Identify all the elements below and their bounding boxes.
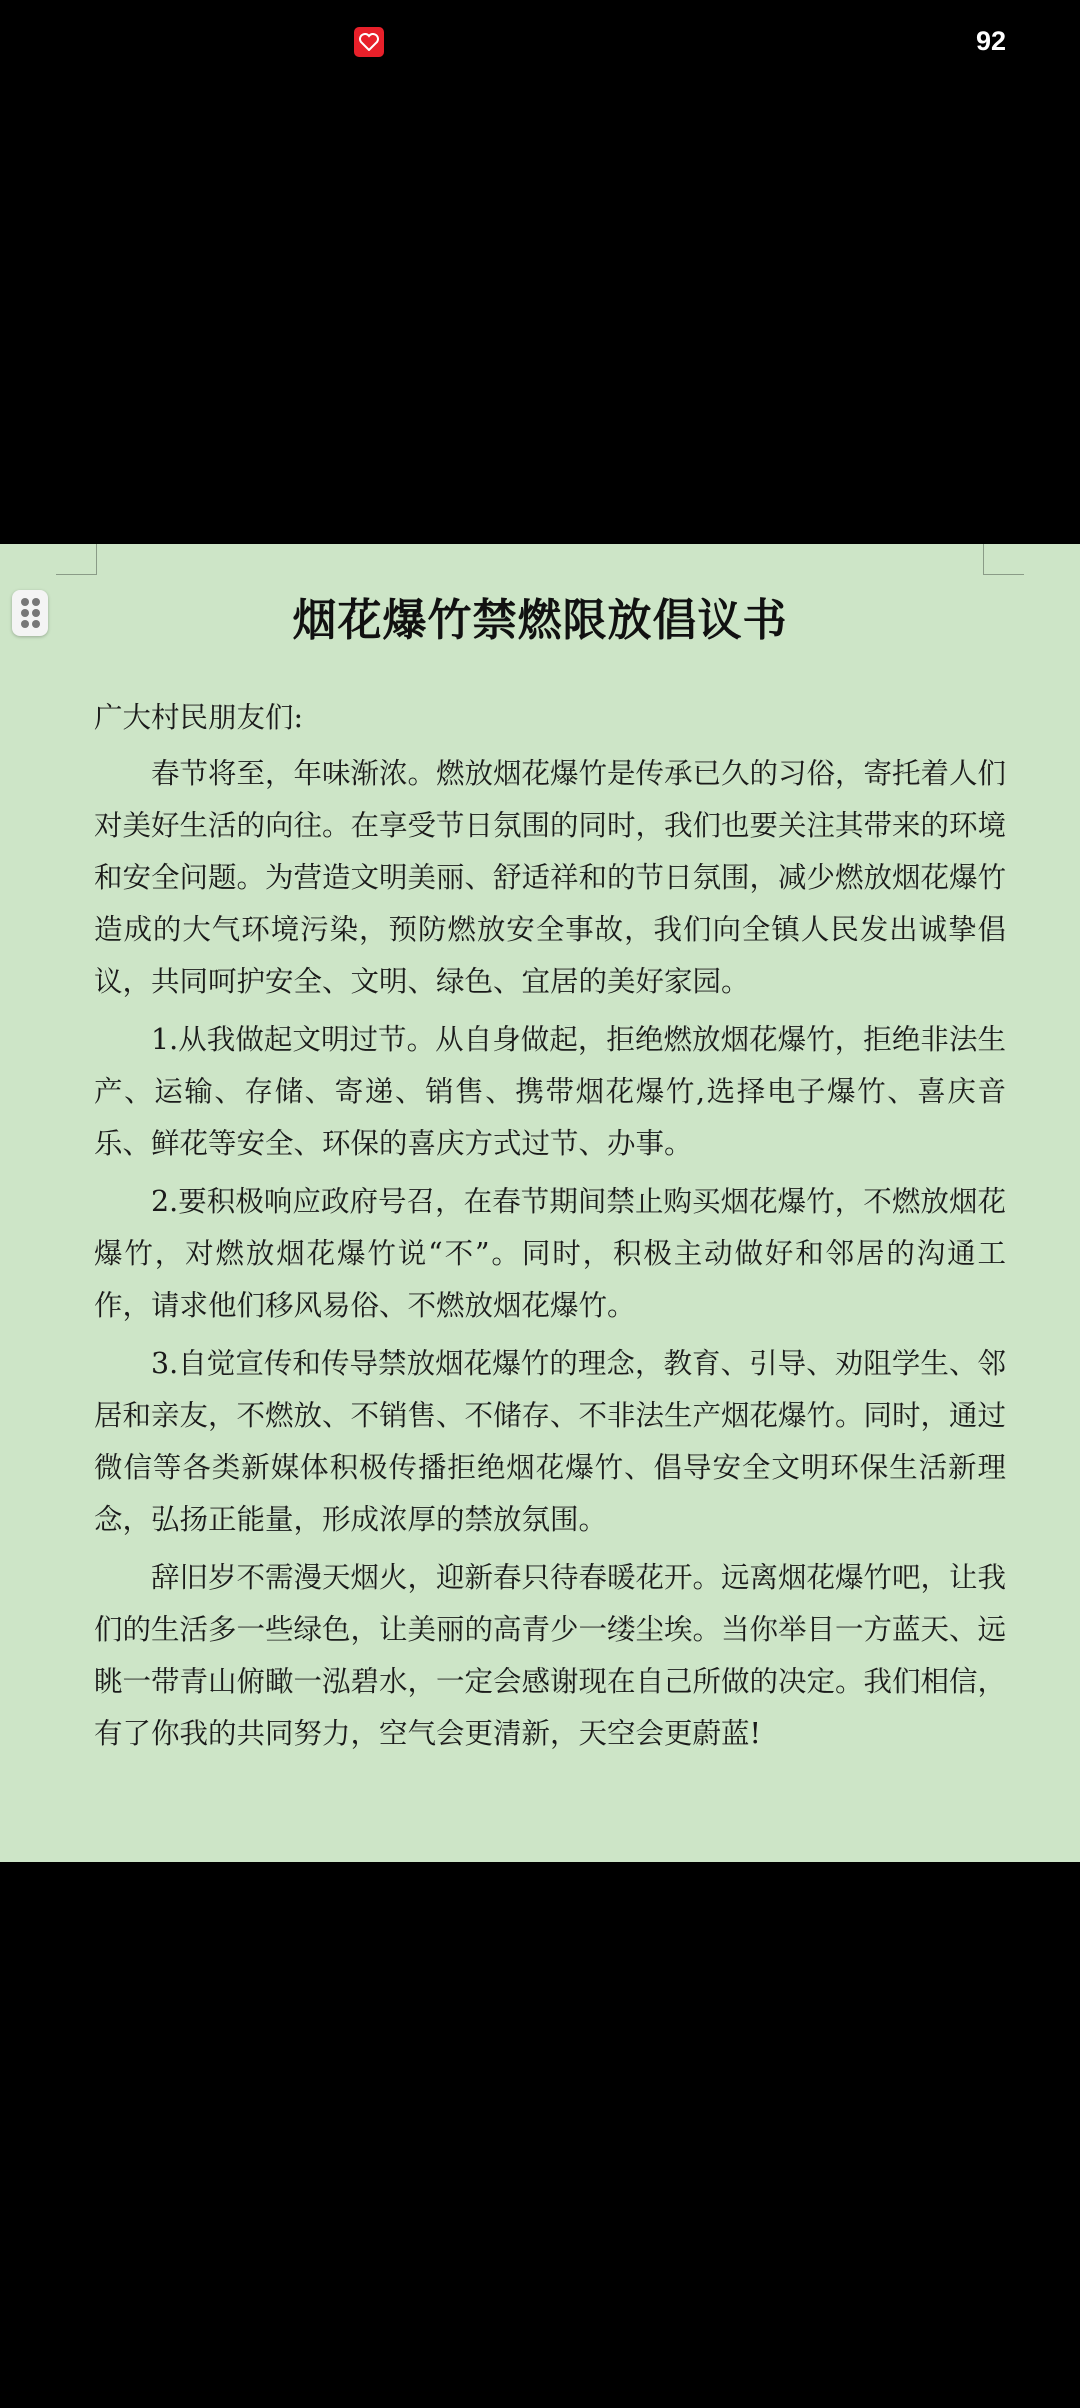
document-title: 烟花爆竹禁燃限放倡议书 (292, 595, 788, 646)
status-number: 92 (975, 26, 1006, 56)
paragraph-item-3: 3.自觉宣传和传导禁放烟花爆竹的理念，教育、引导、劝阻学生、邻居和亲友，不燃放、不销售、不储存、不非法生产烟花爆竹。同时，通过微信等各类新媒体积极传播拒绝烟花爆竹、倡导安全文明环保生活新理念，弘扬正能量，形成浓厚的禁放氛围。 (94, 1347, 1007, 1536)
salutation: 广大村民朋友们: (94, 701, 304, 734)
page-corner-mark-left (56, 544, 97, 575)
document-page[interactable] (0, 544, 1080, 1862)
paragraph-intro: 春节将至，年味渐浓。燃放烟花爆竹是传承已久的习俗，寄托着人们对美好生活的向往。在享受节日氛围的同时，我们也要关注其带来的环境和安全问题。为营造文明美丽、舒适祥和的节日氛围，减少燃放烟花爆竹造成的大气环境污染，预防燃放安全事故，我们向全镇人民发出诚挚倡议，共同呵护安全、文明、绿色、宜居的美好家园。 (94, 757, 1007, 998)
paragraph-closing: 辞旧岁不需漫天烟火，迎新春只待春暖花开。远离烟花爆竹吧，让我们的生活多一些绿色，让美丽的高青少一缕尘埃。当你举目一方蓝天、远眺一带青山俯瞰一泓碧水，一定会感谢现在自己所做的决定。我们相信，有了你我的共同努力，空气会更清新，天空会更蔚蓝! (94, 1561, 1007, 1750)
status-bar (0, 0, 1080, 90)
paragraph-item-1: 1.从我做起文明过节。从自身做起，拒绝燃放烟花爆竹，拒绝非法生产、运输、存储、寄递、销售、携带烟花爆竹,选择电子爆竹、喜庆音乐、鲜花等安全、环保的喜庆方式过节、办事。 (94, 1023, 1006, 1160)
page-corner-mark-right (983, 544, 1024, 575)
document-body (94, 692, 1006, 1766)
app-notification-icon (354, 27, 384, 57)
paragraph-item-2: 2.要积极响应政府号召，在春节期间禁止购买烟花爆竹，不燃放烟花爆竹，对燃放烟花爆竹说“不”。同时，积极主动做好和邻居的沟通工作，请求他们移风易俗、不燃放烟花爆竹。 (94, 1185, 1006, 1322)
